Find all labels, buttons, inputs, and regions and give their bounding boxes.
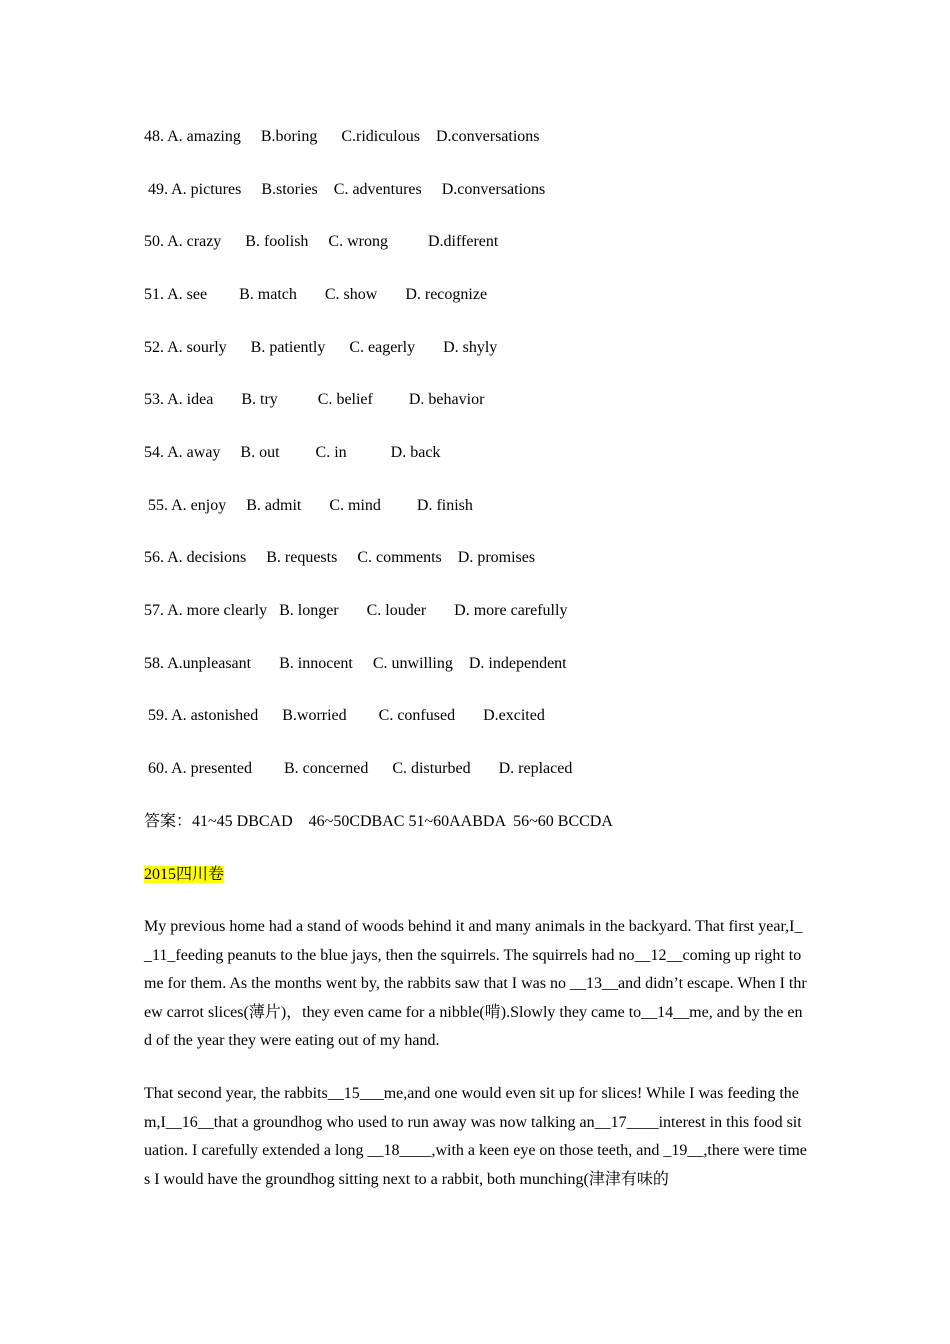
- option-line-60: 60. A. presented B. concerned C. disturbed D. replaced: [144, 760, 573, 777]
- option-line-58: 58. A.unpleasant B. innocent C. unwilling D. independent: [144, 655, 567, 672]
- option-line-48: 48. A. amazing B.boring C.ridiculous D.conversations: [144, 128, 540, 145]
- option-line-55: 55. A. enjoy B. admit C. mind D. finish: [144, 497, 473, 514]
- section-title-text: 2015四川卷: [144, 866, 225, 883]
- option-line-59: 59. A. astonished B.worried C. confused D.excited: [144, 707, 545, 724]
- passage-paragraph-2: That second year, the rabbits__15___me,and one would even sit up for slices! While I was feeding them,I__16__that a groundhog who used to run away was now talking an__17____interest in this food situation. I carefully extended a long __18____,with a keen eye on those teeth, and _19__,there were times I would have the groundhog sitting next to a rabbit, both munching(津津有味的: [144, 1085, 807, 1188]
- section-title: [144, 864, 224, 886]
- option-line-52: 52. A. sourly B. patiently C. eagerly D. shyly: [144, 339, 498, 356]
- option-line-49: 49. A. pictures B.stories C. adventures D.conversations: [144, 181, 546, 198]
- option-line-54: 54. A. away B. out C. in D. back: [144, 444, 441, 461]
- option-line-56: 56. A. decisions B. requests C. comments D. promises: [144, 549, 536, 566]
- passage-paragraph-1: My previous home had a stand of woods behind it and many animals in the backyard. That first year,I__11_feeding peanuts to the blue jays, then the squirrels. The squirrels had no__12__coming up right to me for them. As the months went by, the rabbits saw that I was no __13__and didn’t escape. When I threw carrot slices(薄片)，they even came for a nibble(啃).Slowly they came to__14__me, and by the end of the year they were eating out of my hand.: [144, 918, 807, 1049]
- answer-line: 答案：41~45 DBCAD 46~50CDBAC 51~60AABDA 56~60 BCCDA: [144, 813, 613, 830]
- option-line-57: 57. A. more clearly B. longer C. louder D. more carefully: [144, 602, 568, 619]
- option-line-53: 53. A. idea B. try C. belief D. behavior: [144, 391, 485, 408]
- option-line-50: 50. A. crazy B. foolish C. wrong D.different: [144, 233, 499, 250]
- option-line-51: 51. A. see B. match C. show D. recognize: [144, 286, 488, 303]
